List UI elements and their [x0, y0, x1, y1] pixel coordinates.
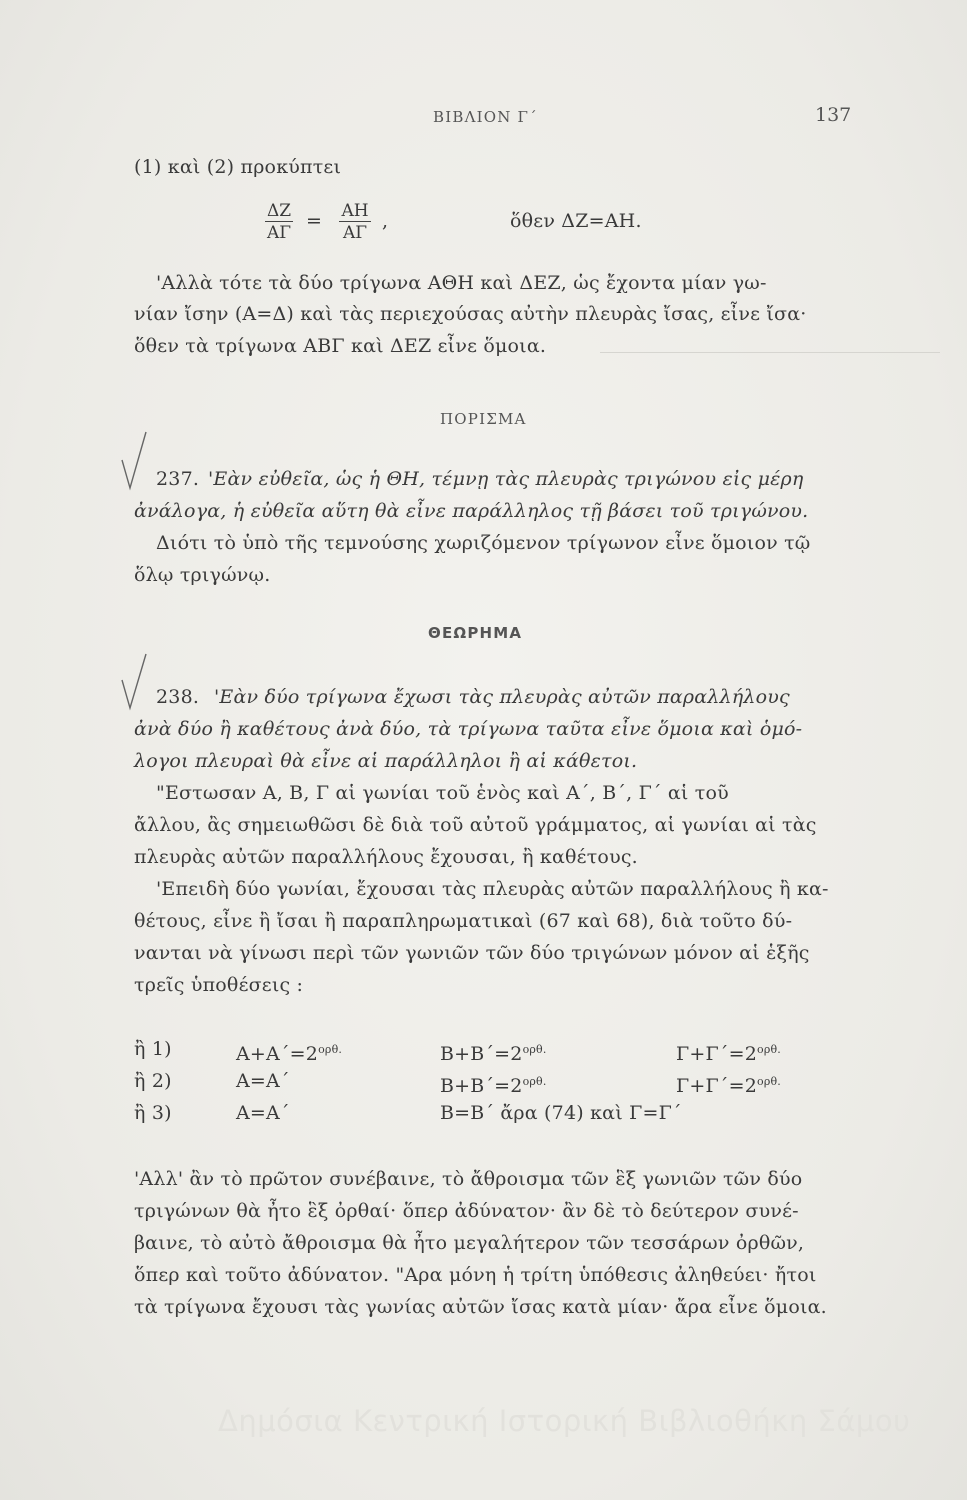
case-c: $\Gamma+\Gamma΄=2^{o\rho\theta.}$ — [676, 1043, 782, 1065]
case-a: Α=Α΄ — [236, 1070, 290, 1092]
closing-line: 'Αλλ' ἂν τὸ πρῶτον συνέβαινε, τὸ ἄθροισμα τῶν ἓξ γωνιῶν τῶν δύο — [134, 1168, 803, 1190]
case-b: Β=Β΄ ἄρα (74) καὶ Γ=Γ΄ — [440, 1102, 682, 1124]
scan-line — [600, 352, 940, 353]
theorema-line: ἀνὰ δύο ἢ καθέτους ἀνὰ δύο, τὰ τρίγωνα ταῦτα εἶνε ὅμοια καὶ ὁμό- — [134, 718, 803, 740]
check-mark-icon — [118, 428, 158, 494]
theorema-line: λογοι πλευραὶ θὰ εἶνε αἱ παράλληλοι ἢ αἱ κάθετοι. — [134, 750, 638, 772]
case-a: Α=Α΄ — [236, 1102, 290, 1124]
fraction-numerator: ΑΗ — [341, 201, 369, 221]
para1-line: ὅθεν τὰ τρίγωνα ΑΒΓ καὶ ΔΕΖ εἶνε ὅμοια. — [134, 335, 547, 357]
case-label: ἢ 3) — [134, 1102, 172, 1124]
closing-line: τριγώνων θὰ ἦτο ἓξ ὀρθαί· ὅπερ ἀδύνατον· ἂν δὲ τὸ δεύτερον συνέ- — [134, 1200, 799, 1222]
case-b: $B+B΄=2^{o\rho\theta.}$ — [440, 1075, 547, 1097]
fraction-numerator: ΔΖ — [266, 201, 292, 221]
check-mark-icon — [118, 650, 158, 714]
porisma-heading: ΠΟΡΙΣΜΑ — [440, 410, 527, 428]
fraction-denominator: ΑΓ — [342, 223, 368, 243]
porisma-line: 'Εὰν εὐθεῖα, ὡς ἡ ΘΗ, τέμνῃ τὰς πλευρὰς τριγώνου εἰς μέρη — [208, 468, 804, 490]
fraction-dz-ag — [254, 200, 304, 244]
intro-conclusion: ὅθεν ΔΖ=ΑΗ. — [510, 210, 642, 232]
porisma-proof-line: Διότι τὸ ὑπὸ τῆς τεμνούσης χωριζόμενον τρίγωνον εἶνε ὅμοιον τῷ — [156, 532, 811, 554]
fraction-comma: , — [382, 210, 389, 232]
case-c: $\Gamma+\Gamma΄=2^{o\rho\theta.}$ — [676, 1075, 782, 1097]
closing-line: βαινε, τὸ αὐτὸ ἄθροισμα θὰ ἦτο μεγαλήτερον τῶν τεσσάρων ὀρθῶν, — [134, 1232, 805, 1254]
intro-line: (1) καὶ (2) προκύπτει — [134, 156, 342, 178]
fraction-ah-ag — [330, 200, 380, 244]
fraction-equals: = — [306, 210, 323, 232]
case-label: ἢ 1) — [134, 1038, 172, 1060]
theorema-para-line: "Εστωσαν Α, Β, Γ αἱ γωνίαι τοῦ ἑνὸς καὶ Α΄, Β΄, Γ΄ αἱ τοῦ — [156, 782, 729, 804]
para1-line: νίαν ἴσην (Α=Δ) καὶ τὰς περιεχούσας αὐτὴν πλευρὰς ἴσας, εἶνε ἴσα· — [134, 303, 807, 325]
fraction-denominator: ΑΓ — [266, 223, 292, 243]
porisma-proof-line: ὅλῳ τριγώνῳ. — [134, 564, 271, 586]
porisma-number: 237. — [156, 468, 200, 490]
porisma-line: ἀνάλογα, ἡ εὐθεῖα αὕτη θὰ εἶνε παράλληλος τῇ βάσει τοῦ τριγώνου. — [134, 500, 809, 522]
case-label: ἢ 2) — [134, 1070, 172, 1092]
theorema-heading: ΘΕΩΡΗΜΑ — [428, 624, 523, 642]
theorema-para-line: τρεῖς ὑποθέσεις : — [134, 974, 304, 996]
case-a: $A+A΄=2^{o\rho\theta.}$ — [236, 1043, 343, 1065]
case-b: $B+B΄=2^{o\rho\theta.}$ — [440, 1043, 547, 1065]
theorema-para-line: ἄλλου, ἂς σημειωθῶσι δὲ διὰ τοῦ αὐτοῦ γράμματος, αἱ γωνίαι αἱ τὰς — [134, 814, 817, 836]
theorema-para-line: θέτους, εἶνε ἢ ἴσαι ἢ παραπληρωματικαὶ (67 καὶ 68), διὰ τοῦτο δύ- — [134, 910, 793, 932]
para1-line: 'Αλλὰ τότε τὰ δύο τρίγωνα ΑΘΗ καὶ ΔΕΖ, ὡς ἔχοντα μίαν γω- — [156, 272, 767, 294]
running-title: ΒΙΒΛΙΟΝ Γ΄ — [433, 108, 538, 126]
library-watermark: Δημόσια Κεντρική Ιστορική Βιβλιοθήκη Σάμου — [218, 1404, 911, 1438]
closing-line: τὰ τρίγωνα ἔχουσι τὰς γωνίας αὐτῶν ἴσας κατὰ μίαν· ἄρα εἶνε ὅμοια. — [134, 1296, 827, 1318]
closing-line: ὅπερ καὶ τοῦτο ἀδύνατον. "Αρα μόνη ἡ τρίτη ὑπόθεσις ἀληθεύει· ἤτοι — [134, 1264, 817, 1286]
page-number: 137 — [815, 104, 852, 126]
theorema-para-line: νανται νὰ γίνωσι περὶ τῶν γωνιῶν τῶν δύο τριγώνων μόνον αἱ ἑξῆς — [134, 942, 810, 964]
theorema-number: 238. — [156, 686, 200, 708]
theorema-line: 'Εὰν δύο τρίγωνα ἔχωσι τὰς πλευρὰς αὐτῶν παραλλήλους — [214, 686, 790, 708]
theorema-para-line: πλευρὰς αὐτῶν παραλλήλους ἔχουσαι, ἢ καθέτους. — [134, 846, 638, 868]
theorema-para-line: 'Επειδὴ δύο γωνίαι, ἔχουσαι τὰς πλευρὰς αὐτῶν παραλλήλους ἢ κα- — [156, 878, 829, 900]
